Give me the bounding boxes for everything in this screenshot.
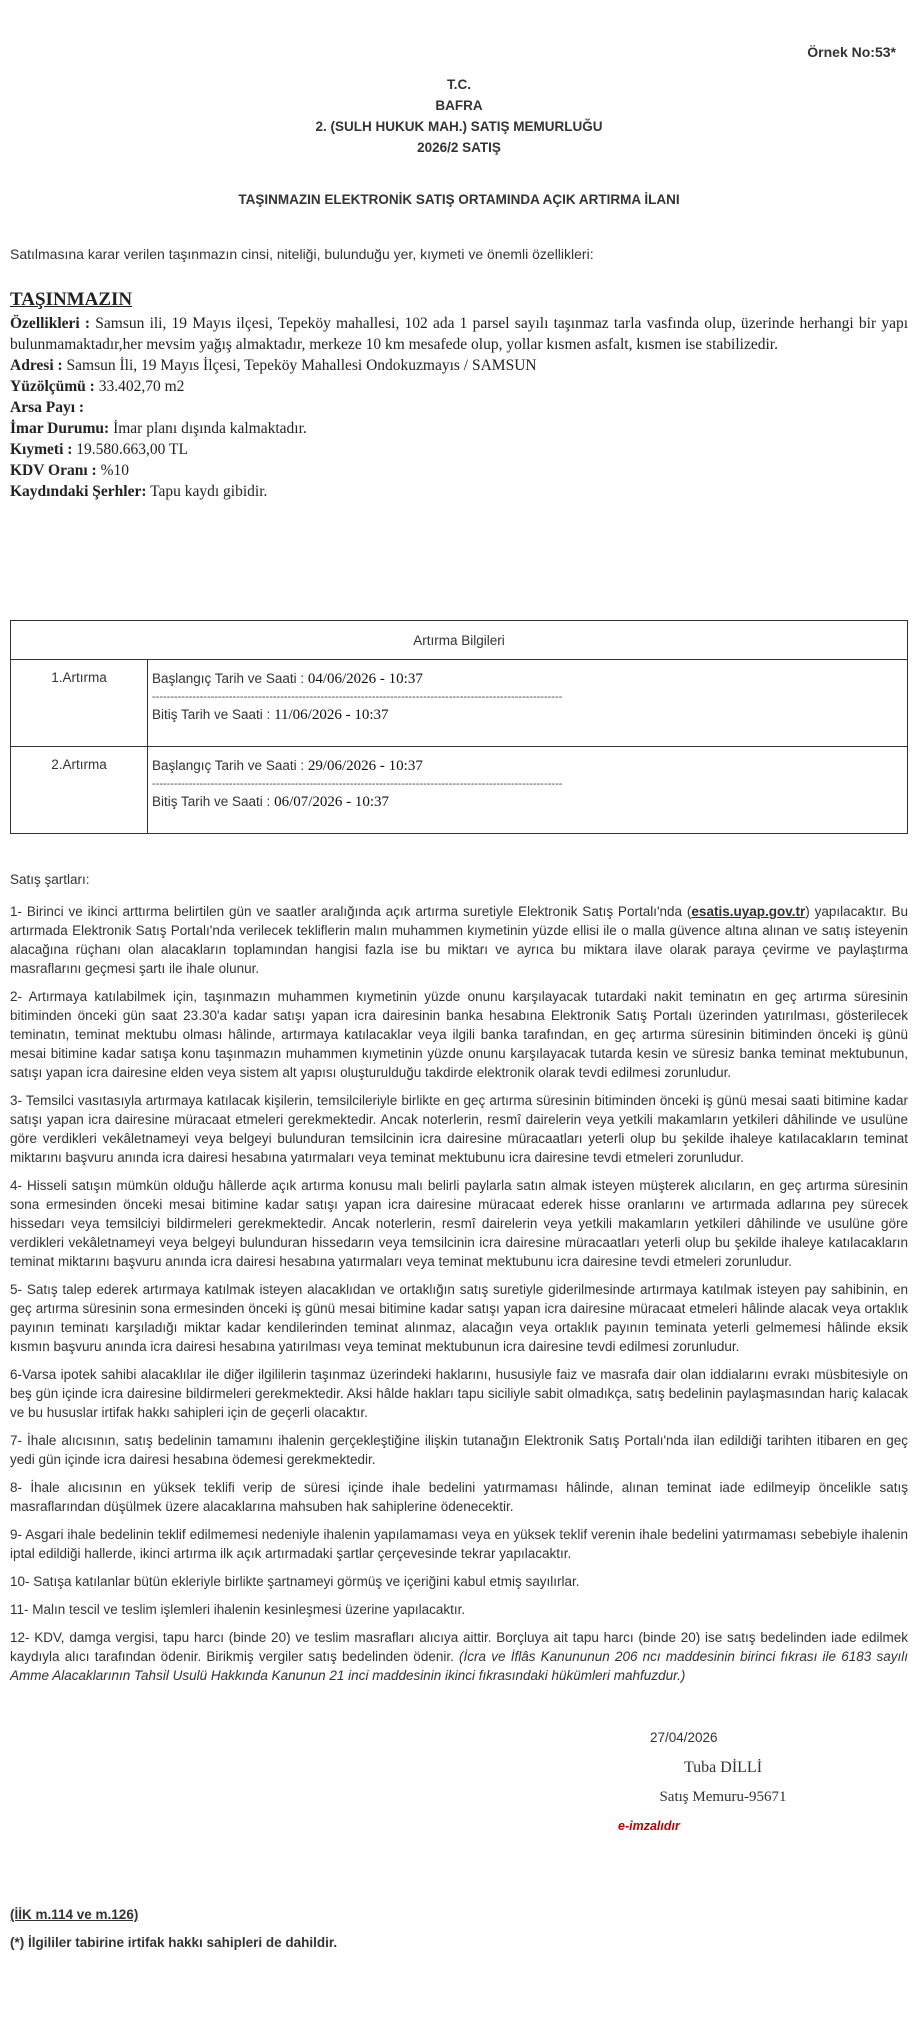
start-label: Başlangıç Tarih ve Saati : <box>152 671 308 686</box>
field-value: İmar planı dışında kalmaktadır. <box>109 420 307 437</box>
field-value: 33.402,70 m2 <box>94 378 185 395</box>
field-label: Arsa Payı : <box>10 399 85 416</box>
end-label: Bitiş Tarih ve Saati : <box>152 794 275 809</box>
auction-header: Artırma Bilgileri <box>11 621 908 660</box>
start-value: 04/06/2026 - 10:37 <box>307 671 423 687</box>
term-legal-note: (İcra ve İflâs Kanununun 206 ncı maddesinin birinci fıkrası ile 6183 sayılı Amme Alacaklarının Tahsil Usulü Hakkında Kanunun 21 inci maddesinin ikinci fıkrasındaki hükümleri mahfuzdur.) <box>10 1649 908 1683</box>
start-value: 29/06/2026 - 10:37 <box>307 758 423 774</box>
term-3: 3- Temsilci vasıtasıyla artırmaya katılacak kişilerin, temsilcileriyle birlikte en geç artırma süresinin bitiminden önceki iş günü mesai saati bitimine kadar satışı yapan icra dairesine müracaat etmeleri gerekmektedir. Ancak noterlerin, resmî dairelerin veya yetkili makamların yetkileri dâhilinde ve usulüne göre verdikleri vekâletnameyi veya belgeyi bulunduran temsilcinin icra dairesine müracaatları yeterli olup bu şekilde ihaleye katılacakların teminat miktarını başvuru anında icra dairesi hesabına yatırmaları veya teminat mektubunu icra dairesine tevdi etmeleri zorunludur. <box>10 1093 908 1165</box>
separator-line: ---------------------------------------------------------------------------------------------------------------- <box>152 778 563 790</box>
footnote: (*) İlgililer tabirine irtifak hakkı sahipleri de dahildir. <box>10 1935 338 1950</box>
property-field-area <box>10 376 908 397</box>
auction-header-row <box>11 621 908 660</box>
field-label: Özellikleri : <box>10 315 91 332</box>
term-8: 8- İhale alıcısının en yüksek teklifi verip de süresi içinde ihale bedelini yatırmaması hâlinde, alınan teminat iade edilmeyip öncelikle satış masraflarından düşülmek üzere alacaklarına mahsuben hak sahiplerine ödenecektir. <box>10 1480 908 1514</box>
field-value: 19.580.663,00 TL <box>72 441 188 458</box>
start-datetime <box>152 755 903 777</box>
auction-row-dates <box>148 747 908 834</box>
term-text: 1- Birinci ve ikinci arttırma belirtilen gün ve saatler aralığında açık artırma suretiyle Elektronik Satış Portalı'nda ( <box>10 904 692 919</box>
term-4: 4- Hisseli satışın mümkün olduğu hâllerde açık artırma konusu malı belirli paylarla satın almak isteyen müşterek alıcıların, en geç artırma süresinin sona ermesinden önceki mesai bitimine kadar satışı yapan icra dairesine müracaat ederek hisse oranlarını ve artırmada adlarına pey sürecek hissedarı veya temsilciyi bildirmeleri gerekmektedir. Ancak noterlerin, resmî dairelerin veya yetkili makamların yetkileri dâhilinde ve usulüne göre verdikleri vekâletnameyi veya belgeyi bulunduran hissedarın veya temsilcinin icra dairesine müracaatları yeterli olup bu şekilde ihaleye katılacakların teminat miktarını başvuru anında icra dairesi hesabına yatırmaları veya teminat mektubunu icra dairesine tevdi etmeleri zorunludur. <box>10 1178 908 1269</box>
header-line-office: 2. (SULH HUKUK MAH.) SATIŞ MEMURLUĞU <box>315 119 603 134</box>
term-1 <box>10 902 908 978</box>
auction-row-dates <box>148 660 908 747</box>
header-line-tc: T.C. <box>446 77 471 92</box>
field-value: Samsun ili, 19 Mayıs ilçesi, Tepeköy mahallesi, 102 ada 1 parsel sayılı taşınmaz tarla vasfında olup, üzerinde herhangi bir yapı bulunmamaktadır,her mevsim yağış almaktadır, merkeze 10 km mesafede olup, yollar kısmen asfalt, kısmen ise stabilizedir. <box>10 315 908 353</box>
property-field-value <box>10 439 908 460</box>
field-label: Adresi : <box>10 357 63 374</box>
signer-name: Tuba DİLLİ <box>683 1759 763 1776</box>
property-heading: TAŞINMAZIN <box>10 289 133 310</box>
field-value: Tapu kaydı gibidir. <box>146 483 268 500</box>
auction-table <box>10 620 908 834</box>
auction-row-1 <box>11 660 908 747</box>
end-label: Bitiş Tarih ve Saati : <box>152 707 275 722</box>
term-5: 5- Satış talep ederek artırmaya katılmak isteyen alacaklıdan ve ortaklığın satış suretiyle giderilmesinde artırmaya katılmak isteyen pay sahibinin, en geç artırma süresinin sona ermesinden önceki iş günü mesai bitimine kadar satışı yapan icra dairesine müracaat etmeleri hâlinde alacak veya ortaklık payının teminatı karşıladığı miktar kadar kendilerinden teminat alınmaz, alacağın veya ortaklık payının teminata yeterli gelmemesi hâlinde eksik kısmın başvuru anında icra dairesi hesabına yatırılması veya teminat mektubunun icra dairesine tevdi edilmesi zorunludur. <box>10 1282 908 1354</box>
separator-line: ---------------------------------------------------------------------------------------------------------------- <box>152 691 563 703</box>
end-value: 06/07/2026 - 10:37 <box>274 794 390 810</box>
end-datetime <box>152 791 903 813</box>
e-signature-mark: e-imzalıdır <box>618 1819 680 1833</box>
header-line-file: 2026/2 SATIŞ <box>417 140 501 155</box>
term-11: 11- Malın tescil ve teslim işlemleri ihalenin kesinleşmesi üzerine yapılacaktır. <box>10 1602 466 1617</box>
field-label: Yüzölçümü : <box>10 378 95 395</box>
field-label: KDV Oranı : <box>10 462 97 479</box>
property-field-annotations <box>10 481 908 502</box>
property-field-address <box>10 355 908 376</box>
end-value: 11/06/2026 - 10:37 <box>274 707 389 723</box>
term-10: 10- Satışa katılanlar bütün ekleriyle birlikte şartnameyi görmüş ve içeriğini kabul etmiş sayılırlar. <box>10 1574 580 1589</box>
term-6: 6-Varsa ipotek sahibi alacaklılar ile diğer ilgililerin taşınmaz üzerindeki haklarını, hususiyle faiz ve masrafa dair olan iddialarını evrakı müsbitesiyle on beş gün içinde icra dairesine bildirmeleri gerekmektedir. Aksi hâlde hakları tapu siciliyle sabit olmadıkça, satış bedelinin paylaşmasından hariç kalacak ve bu hususlar irtifak hakkı sahipleri için de geçerli olacaktır. <box>10 1367 908 1420</box>
notice-title: TAŞINMAZIN ELEKTRONİK SATIŞ ORTAMINDA AÇIK ARTIRMA İLANI <box>238 192 680 207</box>
office-header <box>10 74 908 158</box>
example-number: Örnek No:53* <box>807 44 896 60</box>
intro-text: Satılmasına karar verilen taşınmazın cinsi, niteliği, bulunduğu yer, kıymeti ve önemli özellikleri: <box>10 246 594 262</box>
property-field-land-share <box>10 397 908 418</box>
signer-title: Satış Memuru-95671 <box>659 1789 787 1805</box>
term-9: 9- Asgari ihale bedelinin teklif edilmemesi nedeniyle ihalenin yapılamaması veya en yüksek teklif verenin ihale bedelini yatırmaması sebebiyle ihalenin iptal edildiği hallerde, ikinci artırma ilk açık artırmadaki şartlar çerçevesinde tekrar yapılacaktır. <box>10 1527 908 1561</box>
term-2: 2- Artırmaya katılabilmek için, taşınmazın muhammen kıymetinin yüzde onunu karşılayacak tutardaki nakit teminatın en geç artırma süresinin bitiminden önceki gün saat 23.30'a kadar satışı yapan icra dairesinin banka hesabına Elektronik Satış Portalı üzerinden yatırılması, gösterilecek teminatın, teminat mektubu olması hâlinde, artırmaya katılacaklar veya ilgili banka tarafından, en geç artırma süresinin bitiminden önceki iş günü mesai bitimine kadar satışa konu taşınmazın muhammen kıymetinin yüzde onunu karşılayacak tutarda kesin ve süresiz banka teminat mektubunun, satışı yapan icra dairesine elden veya sistem alt yapısı oluşturulduğu takdirde elektronik olarak tevdi edilmesi zorunludur. <box>10 989 908 1080</box>
start-datetime <box>152 668 903 690</box>
field-label: İmar Durumu: <box>10 420 110 437</box>
terms-heading: Satış şartları: <box>10 872 90 887</box>
portal-link[interactable]: esatis.uyap.gov.tr <box>691 904 806 919</box>
end-datetime <box>152 704 903 726</box>
term-7: 7- İhale alıcısının, satış bedelinin tamamını ihalenin gerçekleştiğine ilişkin tutanağın Elektronik Satış Portalı'nda ilan edildiği tarihten itibaren en geç yedi gün içinde icra dairesi hesabına ödemesi gerekmektedir. <box>10 1433 908 1467</box>
term-12 <box>10 1628 908 1685</box>
term-text: ) yapılacaktır. Bu artırmada Elektronik Satış Portalı'nda verilecek tekliflerin malın muhammen kıymetinin yüzde ellisi ile o malla güvence altına alınan ve satış isteyenin alacağına rüçhanı olan alacakların toplamından hangisi fazla ise bu miktarı ve ayrıca bu miktara ilave olarak paraya çevirme ve paylaştırma masraflarını geçmesi şartı ile ihale olunur. <box>10 904 908 976</box>
field-value: %10 <box>96 462 129 479</box>
property-section <box>10 288 908 502</box>
sale-terms <box>10 870 908 1694</box>
property-field-features <box>10 313 908 355</box>
property-field-vat <box>10 460 908 481</box>
field-label: Kıymeti : <box>10 441 73 458</box>
legal-reference: (İİK m.114 ve m.126) <box>10 1907 139 1922</box>
term-text: 12- KDV, damga vergisi, tapu harcı (binde 20) ve teslim masrafları alıcıya aittir. Borçluya ait tapu harcı (binde 20) ise satış bedelinden iade edilmek kaydıyla alıcı tarafından ödenir. Birikmiş vergiler satış bedelinden ödenir. <box>10 1630 908 1664</box>
property-field-zoning <box>10 418 908 439</box>
start-label: Başlangıç Tarih ve Saati : <box>152 758 308 773</box>
auction-row-label: 2.Artırma <box>11 747 148 834</box>
auction-row-2 <box>11 747 908 834</box>
auction-row-label: 1.Artırma <box>11 660 148 747</box>
header-line-city: BAFRA <box>435 98 483 113</box>
field-label: Kaydındaki Şerhler: <box>10 483 147 500</box>
signature-date: 27/04/2026 <box>650 1730 718 1745</box>
field-value: Samsun İli, 19 Mayıs İlçesi, Tepeköy Mahallesi Ondokuzmayıs / SAMSUN <box>62 357 537 374</box>
